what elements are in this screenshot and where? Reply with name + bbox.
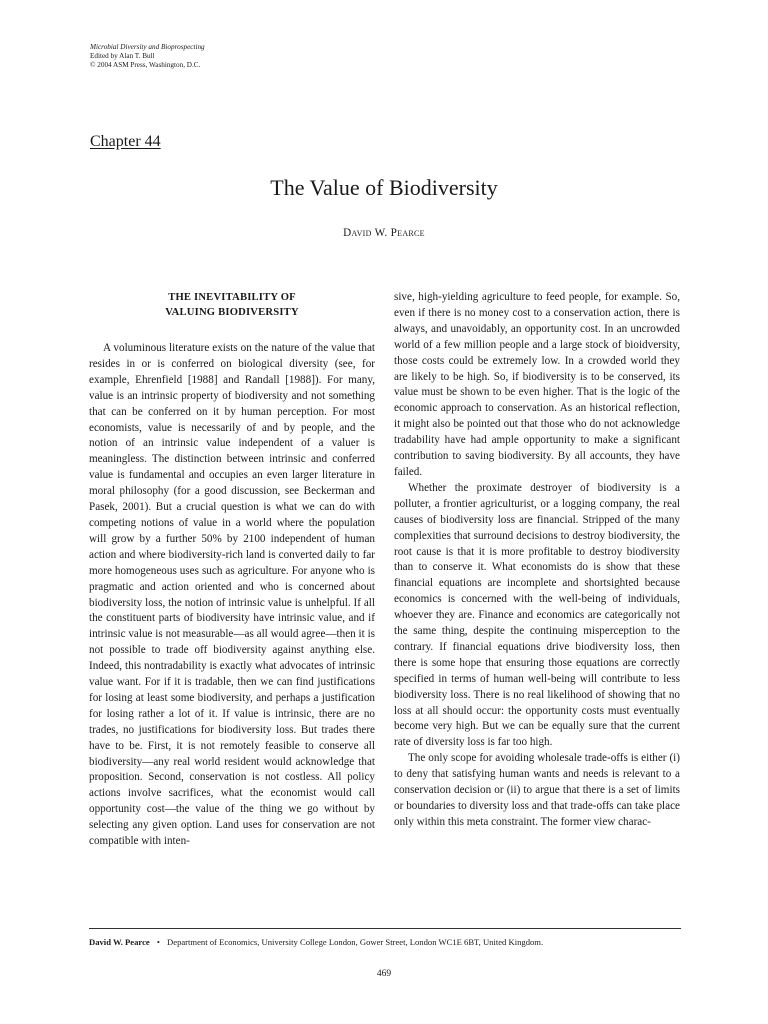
paragraph: sive, high-yielding agriculture to feed people, for example. So, even if there is no money cost to a conservation action, there is always, and unavoidably, an opportunity cost. In an uncrowded world of a few million people and a large stock of bioidversity, those costs could be extremely low. In a crowded world they are likely to be high. So, if biodiversity is to be conserved, its value must be shown to be even higher. That is the logic of the economic approach to conservation. As an historical reflection, it might also be pointed out that those who do not acknowledge tradability have had ample opportunity to make a significant contribution to saving biodiversity. By all accounts, they have failed. [394,291,680,478]
book-title: Microbial Diversity and Bioprospecting [90,43,205,51]
section-heading-line2: VALUING BIODIVERSITY [165,307,299,318]
chapter-label: Chapter 44 [90,133,161,150]
footnote-affiliation: Department of Economics, University College London, Gower Street, London WC1E 6BT, United Kingdom. [167,937,544,947]
paragraph: The only scope for avoiding wholesale trade-offs is either (i) to deny that satisfying human wants and needs is relevant to a conservation decision or (ii) to argue that there is a set of limits or boundaries to diversity loss and that trade-offs can take place only within this meta constraint. The former view charac- [394,752,680,828]
section-heading-line1: THE INEVITABILITY OF [168,292,296,303]
article-title: The Value of Biodiversity [270,175,498,200]
paragraph: A voluminous literature exists on the nature of the value that resides in or is conferred on biological diversity (see, for example, Ehrenfield [1988] and Randall [1988]). For many, value is an intrinsic property of biodiversity and not something that can be conferred on it by human perception. For most economists, value is necessarily of and by people, and the notion of an intrinsic value independent of a valuer is meaningless. The distinction between intrinsic and conferred value is fundamental and occupies an even larger literature in moral philosophy (for a good discussion, see Beckerman and Pasek, 2001). But a crucial question is what we can do with competing notions of value in a world where the population will grow by a further 50% by 2100 independent of human action and where biodiversity-rich land is converted daily to far more homogeneous uses such as agriculture. For anyone who is pragmatic and action oriented and who is concerned about biodiversity loss, the notion of intrinsic value is unhelpful. If all the constituent parts of biodiversity have intrinsic value, and if intrinsic value is not measurable—as all would agree—then it is not possible to trade off biodiversity against anything else. Indeed, this nontradability is exactly what advocates of intrinsic value want. For if it is tradable, then we can find justifications for losing at least some biodiversity, and perhaps a justification for losing rather a lot of it. If value is intrinsic, there are no trades, no justifications for biodiversity loss. But trades there have to be. First, it is not remotely feasible to conserve all biodiversity—any real world resident would acknowledge that proposition. Second, conservation is not costless. All policy actions involve sacrifices, what the economist would call opportunity cost—the value of the thing we go without by selecting any given option. Land uses for conservation are not compatible with inten- [89,342,375,848]
right-column [394,290,680,831]
footnote-bullet: • [156,937,160,947]
footnote [89,937,543,947]
section-heading [89,290,375,320]
publication-header [90,43,205,70]
copyright-line: © 2004 ASM Press, Washington, D.C. [90,61,201,69]
left-column [89,290,375,850]
paragraph: Whether the proximate destroyer of biodiversity is a polluter, a frontier agriculturist, or a logging company, the real causes of biodiversity loss are financial. Stripped of the many complexities that surround decisions to destroy biodiversity, the root cause is that it is more profitable to destroy biodiversity than to conserve it. What economists do is show that these financial equations are incomplete and shortsighted because economics is concerned with the well-being of individuals, whoever they are. Finance and economics are categorically not the same thing, despite the continuing misperception to the contrary. If financial equations drive biodiversity loss, then there is some hope that ensuring those equations are correctly specified in terms of human well-being will contribute to less biodiversity loss. There is no real likelihood of showing that no loss at all should occur: the opportunity costs must eventually become very high. But we can be equally sure that the current rate of diversity loss is far too high. [394,481,680,749]
author-name: David W. Pearce [343,227,425,239]
footnote-divider [89,928,681,929]
editor-line: Edited by Alan T. Bull [90,52,155,60]
page-number: 469 [376,969,392,979]
footnote-author: David W. Pearce [89,937,150,947]
